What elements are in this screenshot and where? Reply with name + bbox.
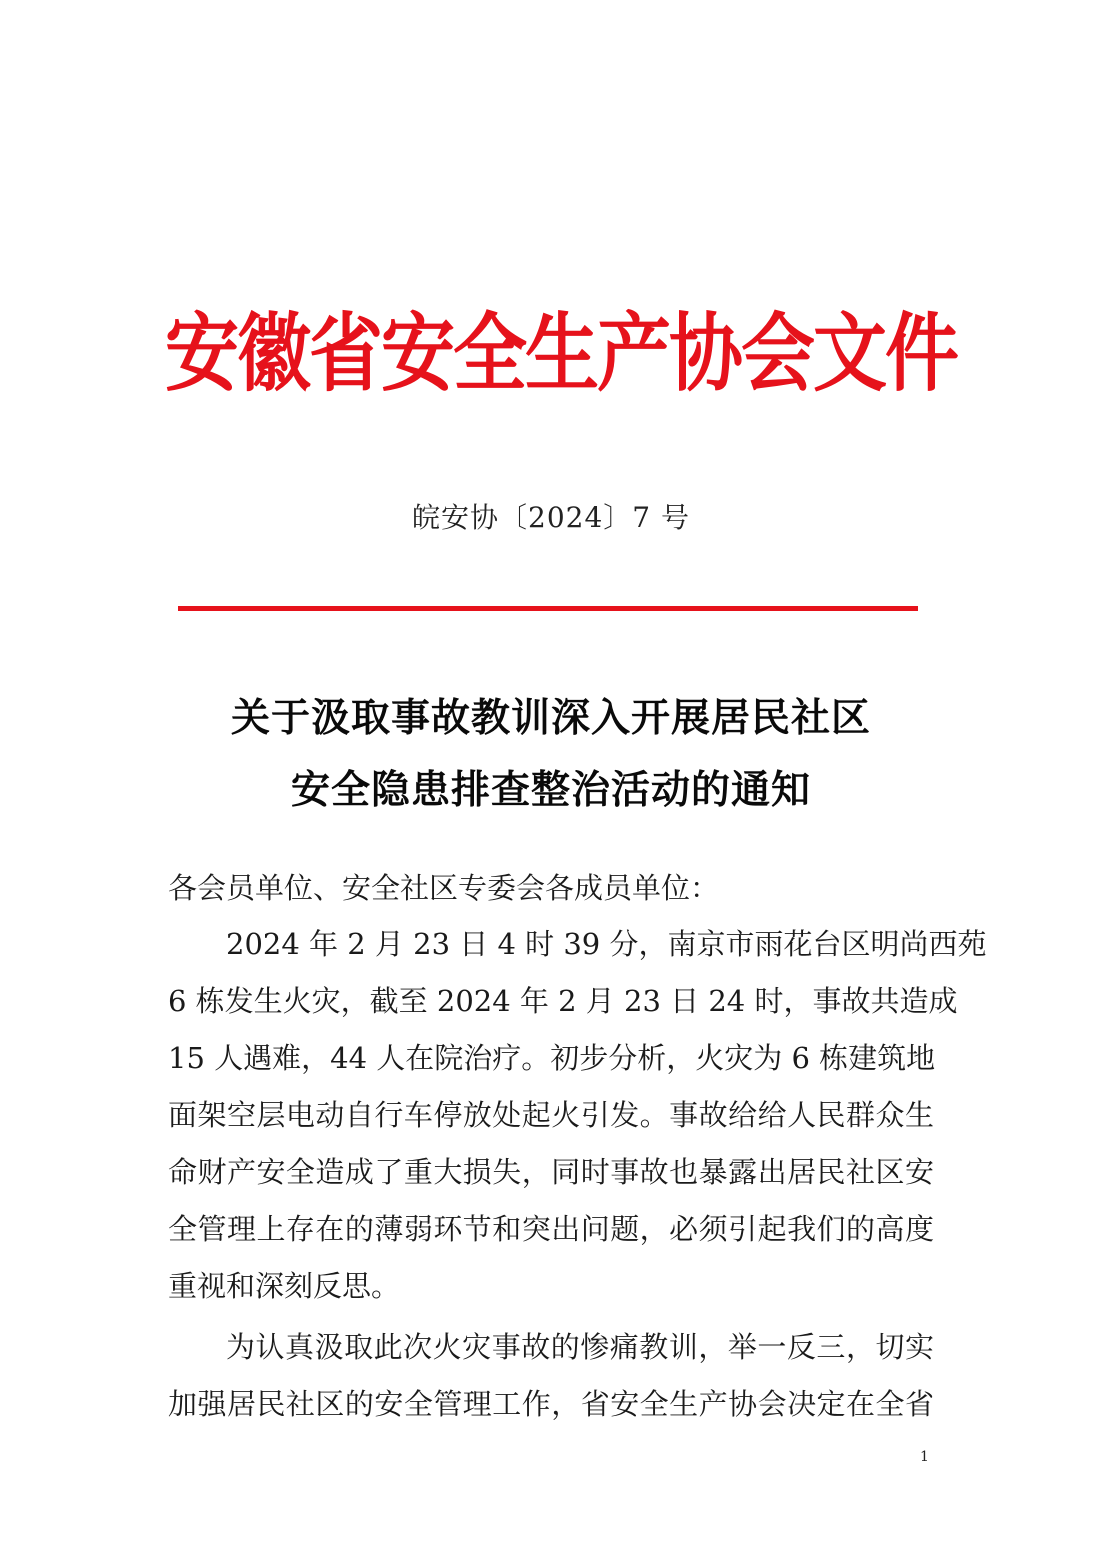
paragraph-1-line: 全管理上存在的薄弱环节和突出问题，必须引起我们的高度 bbox=[168, 1212, 934, 1246]
salutation: 各会员单位、安全社区专委会各成员单位： bbox=[168, 871, 720, 905]
notice-title-line-2: 安全隐患排查整治活动的通知 bbox=[290, 767, 811, 813]
page-number: 1 bbox=[920, 1449, 929, 1465]
paragraph-1-line: 命财产安全造成了重大损失，同时事故也暴露出居民社区安 bbox=[168, 1155, 934, 1189]
paragraph-2-line: 加强居民社区的安全管理工作，省安全生产协会决定在全省 bbox=[168, 1387, 934, 1421]
paragraph-1-line: 2024 年 2 月 23 日 4 时 39 分，南京市雨花台区明尚西苑 bbox=[226, 927, 987, 961]
paragraph-1-line: 15 人遇难，44 人在院治疗。初步分析，火灾为 6 栋建筑地 bbox=[168, 1041, 936, 1075]
paragraph-1-line: 面架空层电动自行车停放处起火引发。事故给给人民群众生 bbox=[168, 1098, 934, 1132]
masthead-title: 安徽省安全生产协会文件 bbox=[165, 304, 957, 404]
paragraph-1-line: 6 栋发生火灾，截至 2024 年 2 月 23 日 24 时，事故共造成 bbox=[168, 984, 958, 1018]
notice-title-line-1: 关于汲取事故教训深入开展居民社区 bbox=[230, 695, 871, 741]
document-number: 皖安协〔2024〕7 号 bbox=[412, 501, 690, 534]
red-divider-rule bbox=[178, 606, 918, 611]
paragraph-2-line: 为认真汲取此次火灾事故的惨痛教训，举一反三，切实 bbox=[226, 1330, 934, 1364]
paragraph-1-line: 重视和深刻反思。 bbox=[168, 1269, 401, 1303]
